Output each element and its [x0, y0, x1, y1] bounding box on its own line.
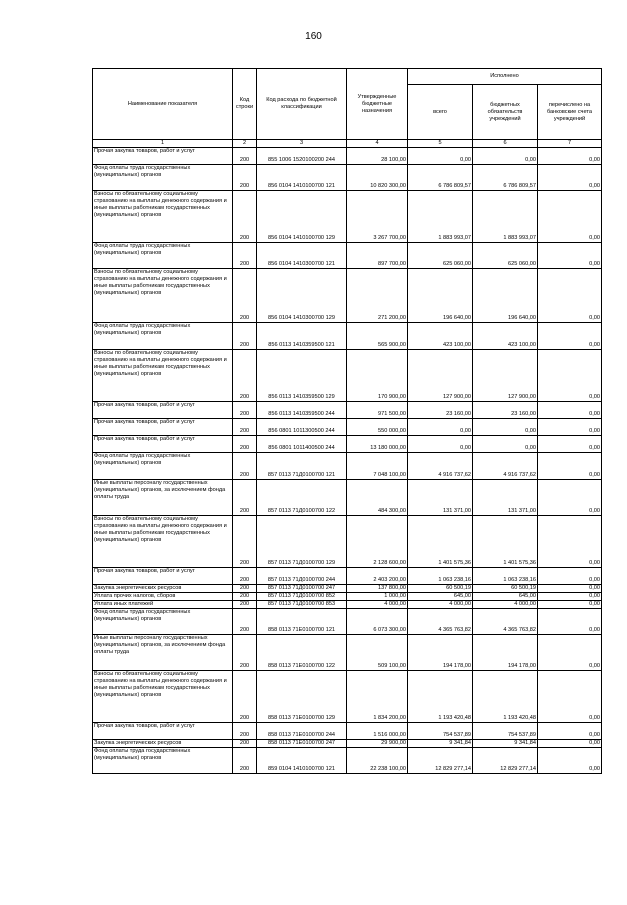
row-approved: 971 500,00	[347, 402, 408, 419]
table-row	[93, 453, 602, 480]
row-executed-total: 60 500,19	[408, 585, 473, 593]
row-approved: 13 180 000,00	[347, 436, 408, 453]
row-approved: 1 834 200,00	[347, 671, 408, 723]
table-row	[93, 609, 602, 635]
table-row	[93, 350, 602, 402]
row-line-code: 200	[233, 191, 257, 243]
header-expense-code: Код расхода по бюджетной классификации	[257, 69, 347, 140]
row-line-code: 200	[233, 243, 257, 269]
row-name: Прочая закупка товаров, работ и услуг	[93, 568, 233, 585]
row-approved: 22 238 100,00	[347, 748, 408, 774]
row-executed-total: 0,00	[408, 419, 473, 436]
table-row	[93, 748, 602, 774]
row-executed-bank-accounts: 0,00	[538, 609, 602, 635]
row-executed-total: 194 178,00	[408, 635, 473, 671]
row-expense-code: 859 0104 1410100700 121	[257, 748, 347, 774]
row-expense-code: 857 0113 71Д0100700 122	[257, 480, 347, 516]
row-executed-bank-accounts: 0,00	[538, 480, 602, 516]
row-approved: 897 700,00	[347, 243, 408, 269]
row-executed-budget-obligations: 0,00	[473, 419, 538, 436]
row-line-code: 200	[233, 593, 257, 601]
row-name: Фонд оплаты труда государственных (муниципальных) органов	[93, 609, 233, 635]
row-expense-code: 856 0113 1410359500 129	[257, 350, 347, 402]
table-row	[93, 723, 602, 740]
row-approved: 1 516 000,00	[347, 723, 408, 740]
header-name: Наименование показателя	[93, 69, 233, 140]
column-number: 3	[257, 140, 347, 148]
row-line-code: 200	[233, 350, 257, 402]
row-line-code: 200	[233, 269, 257, 323]
row-name: Фонд оплаты труда государственных (муниципальных) органов	[93, 243, 233, 269]
row-expense-code: 856 0104 1410100700 129	[257, 191, 347, 243]
row-expense-code: 857 0113 71Д0100700 244	[257, 568, 347, 585]
row-name: Взносы по обязательному социальному страхованию на выплаты денежного содержания и иные выплаты работникам государственных (муниципальных) органов	[93, 269, 233, 323]
row-executed-bank-accounts: 0,00	[538, 350, 602, 402]
row-name: Прочая закупка товаров, работ и услуг	[93, 436, 233, 453]
row-approved: 1 000,00	[347, 593, 408, 601]
row-executed-bank-accounts: 0,00	[538, 585, 602, 593]
row-executed-bank-accounts: 0,00	[538, 243, 602, 269]
row-approved: 3 267 700,00	[347, 191, 408, 243]
table-row	[93, 671, 602, 723]
row-expense-code: 856 0104 1410300700 129	[257, 269, 347, 323]
row-executed-total: 0,00	[408, 148, 473, 165]
table-row	[93, 635, 602, 671]
row-executed-budget-obligations: 1 193 420,48	[473, 671, 538, 723]
row-executed-total: 4 000,00	[408, 601, 473, 609]
row-executed-total: 754 537,89	[408, 723, 473, 740]
header-bank-accounts: перечислено на банковские счета учреждений	[538, 85, 602, 140]
row-line-code: 200	[233, 723, 257, 740]
column-number: 2	[233, 140, 257, 148]
table-row	[93, 165, 602, 191]
row-executed-total: 1 401 575,36	[408, 516, 473, 568]
row-executed-budget-obligations: 196 640,00	[473, 269, 538, 323]
row-executed-bank-accounts: 0,00	[538, 323, 602, 350]
row-executed-budget-obligations: 194 178,00	[473, 635, 538, 671]
row-executed-budget-obligations: 625 060,00	[473, 243, 538, 269]
header-budget-obligations: бюджетных обязательств учреждений	[473, 85, 538, 140]
row-executed-total: 12 829 277,14	[408, 748, 473, 774]
row-name: Фонд оплаты труда государственных (муниципальных) органов	[93, 453, 233, 480]
header-total: всего	[408, 85, 473, 140]
row-expense-code: 856 0801 1011300500 244	[257, 419, 347, 436]
row-line-code: 200	[233, 568, 257, 585]
row-line-code: 200	[233, 748, 257, 774]
row-executed-bank-accounts: 0,00	[538, 165, 602, 191]
page-number: 160	[305, 31, 322, 42]
row-expense-code: 856 0113 1410359500 244	[257, 402, 347, 419]
row-line-code: 200	[233, 609, 257, 635]
row-approved: 28 100,00	[347, 148, 408, 165]
row-executed-bank-accounts: 0,00	[538, 723, 602, 740]
row-line-code: 200	[233, 516, 257, 568]
row-executed-bank-accounts: 0,00	[538, 748, 602, 774]
table-row	[93, 148, 602, 165]
row-line-code: 200	[233, 601, 257, 609]
row-executed-total: 127 900,00	[408, 350, 473, 402]
row-executed-budget-obligations: 1 883 993,07	[473, 191, 538, 243]
row-executed-budget-obligations: 60 500,19	[473, 585, 538, 593]
row-name: Прочая закупка товаров, работ и услуг	[93, 148, 233, 165]
row-approved: 509 100,00	[347, 635, 408, 671]
row-line-code: 200	[233, 453, 257, 480]
table-row	[93, 480, 602, 516]
row-line-code: 200	[233, 635, 257, 671]
row-executed-total: 0,00	[408, 436, 473, 453]
row-executed-budget-obligations: 4 365 763,82	[473, 609, 538, 635]
row-executed-bank-accounts: 0,00	[538, 402, 602, 419]
budget-execution-table	[92, 68, 602, 774]
row-line-code: 200	[233, 740, 257, 748]
row-expense-code: 858 0113 71Е0100700 122	[257, 635, 347, 671]
row-executed-total: 1 193 420,48	[408, 671, 473, 723]
row-name: Фонд оплаты труда государственных (муниципальных) органов	[93, 165, 233, 191]
row-executed-total: 131 371,00	[408, 480, 473, 516]
header-approved: Утвержденные бюджетные назначения	[347, 69, 408, 140]
header-line-code: Код строки	[233, 69, 257, 140]
row-line-code: 200	[233, 480, 257, 516]
row-line-code: 200	[233, 671, 257, 723]
row-executed-budget-obligations: 12 829 277,14	[473, 748, 538, 774]
row-executed-budget-obligations: 6 786 809,57	[473, 165, 538, 191]
row-line-code: 200	[233, 585, 257, 593]
row-name: Взносы по обязательному социальному страхованию на выплаты денежного содержания и иные выплаты работникам государственных (муниципальных) органов	[93, 191, 233, 243]
row-name: Взносы по обязательному социальному страхованию на выплаты денежного содержания и иные выплаты работникам государственных (муниципальных) органов	[93, 350, 233, 402]
row-executed-budget-obligations: 0,00	[473, 148, 538, 165]
row-expense-code: 856 0104 1410100700 121	[257, 165, 347, 191]
row-approved: 4 000,00	[347, 601, 408, 609]
row-line-code: 200	[233, 323, 257, 350]
column-numbers-row	[93, 140, 602, 148]
row-approved: 271 200,00	[347, 269, 408, 323]
row-executed-total: 9 341,84	[408, 740, 473, 748]
row-executed-total: 625 060,00	[408, 243, 473, 269]
row-name: Уплата иных платежей	[93, 601, 233, 609]
row-line-code: 200	[233, 419, 257, 436]
row-executed-total: 1 063 238,16	[408, 568, 473, 585]
row-executed-bank-accounts: 0,00	[538, 601, 602, 609]
row-expense-code: 857 0113 71Д0100700 121	[257, 453, 347, 480]
row-approved: 7 048 100,00	[347, 453, 408, 480]
row-executed-budget-obligations: 127 900,00	[473, 350, 538, 402]
row-executed-budget-obligations: 4 916 737,62	[473, 453, 538, 480]
table-row	[93, 419, 602, 436]
column-number: 5	[408, 140, 473, 148]
row-expense-code: 855 1006 1520100200 244	[257, 148, 347, 165]
row-approved: 550 000,00	[347, 419, 408, 436]
row-approved: 29 900,00	[347, 740, 408, 748]
row-executed-budget-obligations: 9 341,84	[473, 740, 538, 748]
row-executed-bank-accounts: 0,00	[538, 148, 602, 165]
row-name: Иные выплаты персоналу государственных (муниципальных) органов, за исключением фонда оплаты труда	[93, 480, 233, 516]
row-expense-code: 858 0113 71Е0100700 244	[257, 723, 347, 740]
row-executed-bank-accounts: 0,00	[538, 740, 602, 748]
row-approved: 170 900,00	[347, 350, 408, 402]
row-approved: 6 073 300,00	[347, 609, 408, 635]
row-name: Фонд оплаты труда государственных (муниципальных) органов	[93, 748, 233, 774]
row-name: Прочая закупка товаров, работ и услуг	[93, 723, 233, 740]
row-executed-budget-obligations: 23 160,00	[473, 402, 538, 419]
row-executed-total: 23 160,00	[408, 402, 473, 419]
table-row	[93, 593, 602, 601]
row-executed-bank-accounts: 0,00	[538, 516, 602, 568]
row-executed-budget-obligations: 0,00	[473, 436, 538, 453]
row-executed-budget-obligations: 4 000,00	[473, 601, 538, 609]
header-execution: Исполнено	[408, 69, 602, 85]
row-line-code: 200	[233, 402, 257, 419]
row-expense-code: 858 0113 71Е0100700 129	[257, 671, 347, 723]
column-number: 1	[93, 140, 233, 148]
row-name: Прочая закупка товаров, работ и услуг	[93, 402, 233, 419]
row-name: Взносы по обязательному социальному страхованию на выплаты денежного содержания и иные выплаты работникам государственных (муниципальных) органов	[93, 671, 233, 723]
row-executed-budget-obligations: 754 537,89	[473, 723, 538, 740]
row-approved: 2 128 600,00	[347, 516, 408, 568]
row-executed-bank-accounts: 0,00	[538, 269, 602, 323]
row-expense-code: 857 0113 71Д0100700 852	[257, 593, 347, 601]
row-approved: 565 900,00	[347, 323, 408, 350]
row-expense-code: 857 0113 71Д0100700 129	[257, 516, 347, 568]
column-number: 7	[538, 140, 602, 148]
table-row	[93, 585, 602, 593]
row-line-code: 200	[233, 148, 257, 165]
row-approved: 484 300,00	[347, 480, 408, 516]
row-executed-bank-accounts: 0,00	[538, 453, 602, 480]
row-expense-code: 856 0104 1410300700 121	[257, 243, 347, 269]
table-row	[93, 269, 602, 323]
row-executed-total: 6 786 809,57	[408, 165, 473, 191]
table-row	[93, 323, 602, 350]
row-executed-bank-accounts: 0,00	[538, 671, 602, 723]
row-executed-bank-accounts: 0,00	[538, 191, 602, 243]
row-name: Уплата прочих налогов, сборов	[93, 593, 233, 601]
row-executed-budget-obligations: 131 371,00	[473, 480, 538, 516]
row-expense-code: 856 0801 1011400500 244	[257, 436, 347, 453]
table-row	[93, 191, 602, 243]
row-executed-total: 645,00	[408, 593, 473, 601]
row-executed-total: 423 100,00	[408, 323, 473, 350]
row-executed-total: 4 916 737,62	[408, 453, 473, 480]
row-executed-bank-accounts: 0,00	[538, 635, 602, 671]
column-number: 6	[473, 140, 538, 148]
row-expense-code: 858 0113 71Е0100700 247	[257, 740, 347, 748]
table-row	[93, 436, 602, 453]
row-approved: 2 403 200,00	[347, 568, 408, 585]
row-line-code: 200	[233, 436, 257, 453]
row-expense-code: 858 0113 71Е0100700 121	[257, 609, 347, 635]
row-name: Закупка энергетических ресурсов	[93, 585, 233, 593]
table-row	[93, 740, 602, 748]
row-executed-budget-obligations: 645,00	[473, 593, 538, 601]
column-number: 4	[347, 140, 408, 148]
row-executed-budget-obligations: 1 063 238,16	[473, 568, 538, 585]
table-row	[93, 243, 602, 269]
row-name: Иные выплаты персоналу государственных (муниципальных) органов, за исключением фонда оплаты труда	[93, 635, 233, 671]
row-expense-code: 857 0113 71Д0100700 247	[257, 585, 347, 593]
row-executed-bank-accounts: 0,00	[538, 568, 602, 585]
table-row	[93, 516, 602, 568]
row-executed-bank-accounts: 0,00	[538, 419, 602, 436]
row-name: Прочая закупка товаров, работ и услуг	[93, 419, 233, 436]
row-executed-bank-accounts: 0,00	[538, 436, 602, 453]
row-executed-total: 196 640,00	[408, 269, 473, 323]
row-expense-code: 856 0113 1410359500 121	[257, 323, 347, 350]
row-executed-total: 1 883 993,07	[408, 191, 473, 243]
row-name: Фонд оплаты труда государственных (муниципальных) органов	[93, 323, 233, 350]
row-name: Взносы по обязательному социальному страхованию на выплаты денежного содержания и иные выплаты работникам государственных (муниципальных) органов	[93, 516, 233, 568]
row-executed-budget-obligations: 1 401 575,36	[473, 516, 538, 568]
row-expense-code: 857 0113 71Д0100700 853	[257, 601, 347, 609]
row-executed-budget-obligations: 423 100,00	[473, 323, 538, 350]
table-row	[93, 568, 602, 585]
row-approved: 137 800,00	[347, 585, 408, 593]
table-row	[93, 601, 602, 609]
row-executed-total: 4 365 763,82	[408, 609, 473, 635]
row-name: Закупка энергетических ресурсов	[93, 740, 233, 748]
row-approved: 10 820 300,00	[347, 165, 408, 191]
row-executed-bank-accounts: 0,00	[538, 593, 602, 601]
row-line-code: 200	[233, 165, 257, 191]
table-row	[93, 402, 602, 419]
